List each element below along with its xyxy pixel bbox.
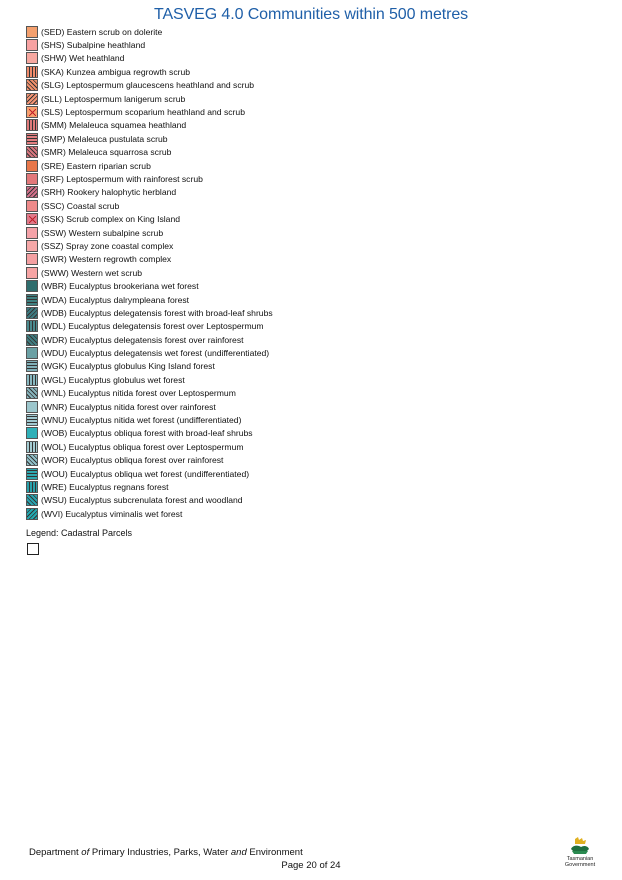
- legend-label: (WSU) Eucalyptus subcrenulata forest and woodland: [41, 495, 243, 506]
- legend-item: [26, 346, 273, 359]
- legend-label: (WDB) Eucalyptus delegatensis forest with broad-leaf shrubs: [41, 307, 273, 318]
- legend-label: (WOU) Eucalyptus obliqua wet forest (undifferentiated): [41, 468, 250, 479]
- legend-item: [26, 440, 273, 453]
- dept-text-and: and: [230, 847, 247, 858]
- legend-label: (WOB) Eucalyptus obliqua forest with broad-leaf shrubs: [41, 428, 253, 439]
- legend-label: (WDU) Eucalyptus delegatensis wet forest (undifferentiated): [41, 348, 270, 359]
- legend-item: [26, 79, 273, 92]
- legend-label: (SLL) Leptospermum lanigerum scrub: [41, 93, 186, 104]
- legend-swatch: [26, 374, 38, 386]
- legend-swatch: [26, 227, 38, 239]
- legend-item: [26, 38, 273, 51]
- legend-item: [26, 480, 273, 493]
- legend-swatch: [26, 360, 38, 372]
- legend-swatch: [26, 401, 38, 413]
- legend-swatch: [26, 414, 38, 426]
- legend-swatch: [26, 280, 38, 292]
- page-title: TASVEG 4.0 Communities within 500 metres: [153, 6, 469, 23]
- legend-item: [26, 467, 273, 480]
- legend-swatch: [26, 240, 38, 252]
- legend-label: (SWR) Western regrowth complex: [41, 254, 172, 265]
- legend-swatch: [26, 307, 38, 319]
- legend-swatch: [26, 213, 38, 225]
- legend-swatch: [26, 106, 38, 118]
- legend-swatch: [26, 146, 38, 158]
- legend-swatch: [26, 387, 38, 399]
- legend-item: [26, 132, 273, 145]
- legend-item: [26, 105, 273, 118]
- legend-label: (SMR) Melaleuca squarrosa scrub: [41, 147, 172, 158]
- legend-item: [26, 333, 273, 346]
- page-number: Page 20 of 24: [281, 860, 341, 871]
- legend-label: (WOL) Eucalyptus obliqua forest over Leptospermum: [41, 441, 244, 452]
- legend-swatch: [26, 427, 38, 439]
- legend-swatch: [26, 186, 38, 198]
- legend-swatch: [26, 267, 38, 279]
- legend-label: (WOR) Eucalyptus obliqua forest over rainforest: [41, 455, 224, 466]
- legend-swatch: [26, 173, 38, 185]
- legend-item: [26, 239, 273, 252]
- legend-item: [26, 65, 273, 78]
- legend-swatch: [26, 26, 38, 38]
- legend-swatch: [26, 200, 38, 212]
- legend-label: (SLG) Leptospermum glaucescens heathland and scrub: [41, 80, 255, 91]
- thylacine-emblem-icon: [569, 836, 591, 856]
- legend-label: (WDL) Eucalyptus delegatensis forest over Leptospermum: [41, 321, 264, 332]
- legend-swatch: [26, 119, 38, 131]
- legend-swatch: [26, 93, 38, 105]
- legend-label: (WDA) Eucalyptus dalrympleana forest: [41, 294, 190, 305]
- legend-swatch: [26, 52, 38, 64]
- legend-swatch: [26, 347, 38, 359]
- cadastral-parcel-swatch: [27, 543, 39, 555]
- legend-item: [26, 146, 273, 159]
- tasmanian-government-logo: [558, 836, 602, 872]
- legend-item: [26, 427, 273, 440]
- dept-text-3: Environment: [246, 847, 303, 858]
- legend-label: (WNU) Eucalyptus nitida wet forest (undifferentiated): [41, 415, 242, 426]
- legend-label: (SRH) Rookery halophytic herbland: [41, 187, 177, 198]
- legend-swatch: [26, 468, 38, 480]
- legend-swatch: [26, 294, 38, 306]
- legend-label: (SMP) Melaleuca pustulata scrub: [41, 133, 168, 144]
- legend-item: [26, 212, 273, 225]
- legend-item: [26, 360, 273, 373]
- legend-label: (SSW) Western subalpine scrub: [41, 227, 164, 238]
- legend-label: (WGL) Eucalyptus globulus wet forest: [41, 374, 185, 385]
- legend-item: [26, 119, 273, 132]
- legend-swatch: [26, 441, 38, 453]
- legend-label: (SRF) Leptospermum with rainforest scrub: [41, 173, 203, 184]
- dept-text-2: Primary Industries, Parks, Water: [89, 847, 231, 858]
- legend-label: (WDR) Eucalyptus delegatensis forest over rainforest: [41, 334, 244, 345]
- legend-label: (SKA) Kunzea ambigua regrowth scrub: [41, 66, 191, 77]
- legend-item: [26, 52, 273, 65]
- legend-item: [26, 279, 273, 292]
- cadastral-legend-title: Legend: Cadastral Parcels: [26, 528, 133, 538]
- legend-item: [26, 320, 273, 333]
- legend-item: [26, 293, 273, 306]
- legend-swatch: [26, 494, 38, 506]
- legend-item: [26, 306, 273, 319]
- legend-label: (SRE) Eastern riparian scrub: [41, 160, 151, 171]
- legend-item: [26, 159, 273, 172]
- legend-item: [26, 226, 273, 239]
- legend-item: [26, 186, 273, 199]
- legend-label: (SWW) Western wet scrub: [41, 267, 143, 278]
- legend-label: (WNR) Eucalyptus nitida forest over rainforest: [41, 401, 216, 412]
- legend-item: [26, 494, 273, 507]
- legend-label: (SLS) Leptospermum scoparium heathland and scrub: [41, 107, 245, 118]
- footer-department: [29, 847, 303, 858]
- logo-text-1: Tasmanian: [566, 856, 594, 862]
- legend-item: [26, 266, 273, 279]
- legend-label: (SHW) Wet heathland: [41, 53, 125, 64]
- legend-swatch: [26, 253, 38, 265]
- dept-text-of: of: [81, 847, 90, 858]
- legend-swatch: [26, 334, 38, 346]
- legend-swatch: [26, 160, 38, 172]
- legend-item: [26, 373, 273, 386]
- legend-label: (SHS) Subalpine heathland: [41, 40, 146, 51]
- legend-item: [26, 507, 273, 520]
- legend-swatch: [26, 66, 38, 78]
- legend-label: (SMM) Melaleuca squamea heathland: [41, 120, 187, 131]
- legend-label: (WGK) Eucalyptus globulus King Island forest: [41, 361, 215, 372]
- legend-label: (SSZ) Spray zone coastal complex: [41, 240, 174, 251]
- legend-label: (WBR) Eucalyptus brookeriana wet forest: [41, 281, 199, 292]
- legend-label: (SSK) Scrub complex on King Island: [41, 214, 180, 225]
- legend-label: (WVI) Eucalyptus viminalis wet forest: [41, 508, 183, 519]
- legend-item: [26, 400, 273, 413]
- legend-item: [26, 253, 273, 266]
- legend-label: (WRE) Eucalyptus regnans forest: [41, 481, 169, 492]
- dept-text-1: Department: [29, 847, 82, 858]
- legend-swatch: [26, 79, 38, 91]
- legend-label: (SSC) Coastal scrub: [41, 200, 120, 211]
- legend-item: [26, 25, 273, 38]
- legend-swatch: [26, 39, 38, 51]
- legend-swatch: [26, 454, 38, 466]
- legend-item: [26, 413, 273, 426]
- legend-swatch: [26, 481, 38, 493]
- legend-label: (SED) Eastern scrub on dolerite: [41, 26, 163, 37]
- legend-item: [26, 172, 273, 185]
- legend-list: [26, 25, 273, 520]
- legend-label: (WNL) Eucalyptus nitida forest over Leptospermum: [41, 388, 236, 399]
- legend-item: [26, 454, 273, 467]
- legend-swatch: [26, 320, 38, 332]
- legend-item: [26, 92, 273, 105]
- logo-text-2: Government: [564, 862, 596, 868]
- legend-swatch: [26, 508, 38, 520]
- legend-item: [26, 199, 273, 212]
- legend-swatch: [26, 133, 38, 145]
- legend-item: [26, 387, 273, 400]
